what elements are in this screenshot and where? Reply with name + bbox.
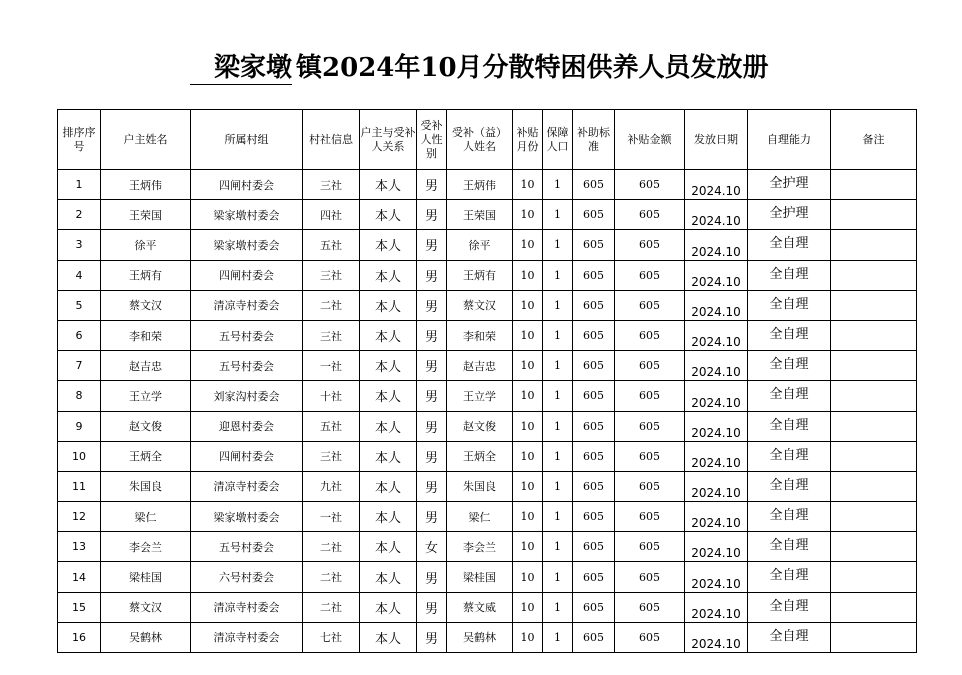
cell-subsidy-standard: 605	[573, 441, 615, 471]
cell-remarks	[831, 381, 917, 411]
cell-recipient-name: 梁桂国	[447, 562, 513, 592]
cell-subsidy-standard: 605	[573, 170, 615, 200]
cell-subsidy-amount: 605	[615, 381, 685, 411]
header-covered-persons: 保障人口	[543, 110, 573, 170]
title-town-name: 梁家墩	[190, 52, 292, 85]
cell-serial: 13	[58, 532, 101, 562]
cell-subsidy-month: 10	[513, 320, 543, 350]
cell-gender: 男	[417, 351, 447, 381]
cell-village-group: 迎恩村委会	[191, 411, 303, 441]
table-row	[58, 381, 917, 411]
cell-remarks	[831, 411, 917, 441]
cell-recipient-name: 徐平	[447, 230, 513, 260]
cell-community-info: 四社	[303, 200, 360, 230]
cell-village-group: 梁家墩村委会	[191, 502, 303, 532]
cell-subsidy-month: 10	[513, 471, 543, 501]
cell-covered-persons: 1	[543, 622, 573, 652]
cell-self-care-ability: 全自理	[748, 622, 831, 652]
cell-subsidy-month: 10	[513, 170, 543, 200]
cell-community-info: 二社	[303, 562, 360, 592]
cell-relationship: 本人	[360, 441, 417, 471]
table-row	[58, 351, 917, 381]
header-subsidy-amount: 补贴金额	[615, 110, 685, 170]
cell-remarks	[831, 502, 917, 532]
header-serial: 排序序号	[58, 110, 101, 170]
table-row	[58, 411, 917, 441]
cell-subsidy-standard: 605	[573, 230, 615, 260]
header-subsidy-month: 补贴月份	[513, 110, 543, 170]
cell-remarks	[831, 320, 917, 350]
cell-subsidy-month: 10	[513, 441, 543, 471]
cell-self-care-ability: 全护理	[748, 170, 831, 200]
cell-serial: 12	[58, 502, 101, 532]
table-row	[58, 471, 917, 501]
cell-subsidy-standard: 605	[573, 200, 615, 230]
cell-self-care-ability: 全自理	[748, 351, 831, 381]
cell-household-head: 赵吉忠	[101, 351, 191, 381]
cell-subsidy-amount: 605	[615, 532, 685, 562]
cell-village-group: 五号村委会	[191, 532, 303, 562]
cell-subsidy-standard: 605	[573, 351, 615, 381]
cell-recipient-name: 蔡文汉	[447, 290, 513, 320]
cell-self-care-ability: 全自理	[748, 532, 831, 562]
cell-recipient-name: 王荣国	[447, 200, 513, 230]
cell-self-care-ability: 全自理	[748, 381, 831, 411]
cell-relationship: 本人	[360, 351, 417, 381]
cell-household-head: 赵文俊	[101, 411, 191, 441]
cell-issue-date: 2024.10	[685, 230, 748, 260]
header-village-group: 所属村组	[191, 110, 303, 170]
cell-issue-date: 2024.10	[685, 411, 748, 441]
cell-subsidy-amount: 605	[615, 320, 685, 350]
cell-issue-date: 2024.10	[685, 381, 748, 411]
cell-remarks	[831, 471, 917, 501]
document-title	[190, 50, 769, 86]
cell-serial: 9	[58, 411, 101, 441]
cell-issue-date: 2024.10	[685, 471, 748, 501]
cell-gender: 男	[417, 411, 447, 441]
cell-household-head: 王炳全	[101, 441, 191, 471]
cell-covered-persons: 1	[543, 230, 573, 260]
cell-village-group: 清凉寺村委会	[191, 592, 303, 622]
cell-recipient-name: 李和荣	[447, 320, 513, 350]
cell-village-group: 六号村委会	[191, 562, 303, 592]
cell-remarks	[831, 351, 917, 381]
table-row	[58, 320, 917, 350]
cell-self-care-ability: 全自理	[748, 592, 831, 622]
cell-village-group: 刘家沟村委会	[191, 381, 303, 411]
cell-covered-persons: 1	[543, 381, 573, 411]
cell-community-info: 三社	[303, 260, 360, 290]
cell-subsidy-amount: 605	[615, 260, 685, 290]
cell-community-info: 五社	[303, 411, 360, 441]
cell-subsidy-standard: 605	[573, 290, 615, 320]
cell-subsidy-month: 10	[513, 290, 543, 320]
cell-subsidy-standard: 605	[573, 381, 615, 411]
table-row	[58, 170, 917, 200]
cell-relationship: 本人	[360, 532, 417, 562]
cell-serial: 10	[58, 441, 101, 471]
cell-recipient-name: 王炳全	[447, 441, 513, 471]
cell-self-care-ability: 全自理	[748, 260, 831, 290]
cell-recipient-name: 梁仁	[447, 502, 513, 532]
cell-covered-persons: 1	[543, 592, 573, 622]
table-row	[58, 260, 917, 290]
cell-relationship: 本人	[360, 170, 417, 200]
cell-household-head: 王荣国	[101, 200, 191, 230]
cell-subsidy-amount: 605	[615, 622, 685, 652]
cell-village-group: 清凉寺村委会	[191, 290, 303, 320]
cell-village-group: 梁家墩村委会	[191, 230, 303, 260]
cell-issue-date: 2024.10	[685, 320, 748, 350]
cell-gender: 男	[417, 502, 447, 532]
cell-recipient-name: 李会兰	[447, 532, 513, 562]
cell-village-group: 四闸村委会	[191, 441, 303, 471]
cell-subsidy-month: 10	[513, 411, 543, 441]
cell-community-info: 九社	[303, 471, 360, 501]
cell-self-care-ability: 全自理	[748, 562, 831, 592]
cell-subsidy-standard: 605	[573, 622, 615, 652]
cell-village-group: 梁家墩村委会	[191, 200, 303, 230]
cell-subsidy-amount: 605	[615, 441, 685, 471]
cell-community-info: 三社	[303, 170, 360, 200]
cell-gender: 男	[417, 320, 447, 350]
cell-relationship: 本人	[360, 320, 417, 350]
cell-subsidy-amount: 605	[615, 290, 685, 320]
cell-serial: 4	[58, 260, 101, 290]
header-subsidy-standard: 补助标准	[573, 110, 615, 170]
cell-subsidy-month: 10	[513, 351, 543, 381]
table-row	[58, 502, 917, 532]
cell-subsidy-standard: 605	[573, 411, 615, 441]
table-row	[58, 562, 917, 592]
header-gender: 受补人性别	[417, 110, 447, 170]
cell-issue-date: 2024.10	[685, 351, 748, 381]
cell-remarks	[831, 622, 917, 652]
cell-relationship: 本人	[360, 562, 417, 592]
distribution-table	[57, 109, 917, 653]
cell-issue-date: 2024.10	[685, 592, 748, 622]
cell-subsidy-month: 10	[513, 230, 543, 260]
cell-covered-persons: 1	[543, 411, 573, 441]
cell-recipient-name: 朱国良	[447, 471, 513, 501]
cell-remarks	[831, 441, 917, 471]
cell-recipient-name: 吴鹤林	[447, 622, 513, 652]
cell-self-care-ability: 全护理	[748, 200, 831, 230]
cell-subsidy-amount: 605	[615, 351, 685, 381]
cell-serial: 2	[58, 200, 101, 230]
table-row	[58, 200, 917, 230]
cell-covered-persons: 1	[543, 471, 573, 501]
header-community-info: 村社信息	[303, 110, 360, 170]
cell-gender: 男	[417, 170, 447, 200]
cell-village-group: 五号村委会	[191, 320, 303, 350]
header-remarks: 备注	[831, 110, 917, 170]
cell-relationship: 本人	[360, 502, 417, 532]
title-text: 镇2024年10月分散特困供养人员发放册	[296, 53, 769, 83]
cell-household-head: 徐平	[101, 230, 191, 260]
cell-gender: 男	[417, 441, 447, 471]
cell-self-care-ability: 全自理	[748, 502, 831, 532]
header-self-care-ability: 自理能力	[748, 110, 831, 170]
cell-household-head: 李会兰	[101, 532, 191, 562]
cell-relationship: 本人	[360, 411, 417, 441]
cell-subsidy-amount: 605	[615, 592, 685, 622]
cell-household-head: 梁桂国	[101, 562, 191, 592]
cell-issue-date: 2024.10	[685, 562, 748, 592]
cell-household-head: 王立学	[101, 381, 191, 411]
cell-self-care-ability: 全自理	[748, 441, 831, 471]
cell-serial: 8	[58, 381, 101, 411]
cell-community-info: 二社	[303, 290, 360, 320]
cell-issue-date: 2024.10	[685, 200, 748, 230]
cell-remarks	[831, 562, 917, 592]
cell-community-info: 十社	[303, 381, 360, 411]
cell-community-info: 七社	[303, 622, 360, 652]
cell-recipient-name: 赵文俊	[447, 411, 513, 441]
cell-self-care-ability: 全自理	[748, 320, 831, 350]
cell-subsidy-amount: 605	[615, 200, 685, 230]
cell-subsidy-month: 10	[513, 562, 543, 592]
cell-community-info: 三社	[303, 320, 360, 350]
cell-relationship: 本人	[360, 200, 417, 230]
cell-remarks	[831, 532, 917, 562]
cell-self-care-ability: 全自理	[748, 290, 831, 320]
cell-issue-date: 2024.10	[685, 290, 748, 320]
cell-relationship: 本人	[360, 381, 417, 411]
cell-covered-persons: 1	[543, 320, 573, 350]
cell-gender: 男	[417, 592, 447, 622]
cell-serial: 6	[58, 320, 101, 350]
cell-self-care-ability: 全自理	[748, 471, 831, 501]
cell-serial: 15	[58, 592, 101, 622]
cell-serial: 11	[58, 471, 101, 501]
cell-household-head: 蔡文汉	[101, 290, 191, 320]
cell-covered-persons: 1	[543, 441, 573, 471]
table-row	[58, 622, 917, 652]
cell-subsidy-month: 10	[513, 260, 543, 290]
cell-community-info: 二社	[303, 592, 360, 622]
cell-community-info: 一社	[303, 502, 360, 532]
cell-household-head: 王炳有	[101, 260, 191, 290]
cell-community-info: 三社	[303, 441, 360, 471]
cell-subsidy-amount: 605	[615, 230, 685, 260]
cell-subsidy-standard: 605	[573, 502, 615, 532]
cell-household-head: 梁仁	[101, 502, 191, 532]
cell-issue-date: 2024.10	[685, 532, 748, 562]
cell-self-care-ability: 全自理	[748, 230, 831, 260]
cell-gender: 男	[417, 260, 447, 290]
cell-serial: 1	[58, 170, 101, 200]
cell-subsidy-standard: 605	[573, 562, 615, 592]
cell-village-group: 清凉寺村委会	[191, 622, 303, 652]
cell-recipient-name: 王炳有	[447, 260, 513, 290]
cell-covered-persons: 1	[543, 260, 573, 290]
cell-remarks	[831, 200, 917, 230]
cell-community-info: 五社	[303, 230, 360, 260]
cell-subsidy-month: 10	[513, 381, 543, 411]
cell-gender: 男	[417, 290, 447, 320]
cell-relationship: 本人	[360, 471, 417, 501]
cell-relationship: 本人	[360, 290, 417, 320]
header-relationship: 户主与受补人关系	[360, 110, 417, 170]
cell-gender: 男	[417, 381, 447, 411]
table-row	[58, 290, 917, 320]
cell-household-head: 蔡文汉	[101, 592, 191, 622]
header-household-head: 户主姓名	[101, 110, 191, 170]
cell-household-head: 李和荣	[101, 320, 191, 350]
cell-covered-persons: 1	[543, 502, 573, 532]
cell-subsidy-standard: 605	[573, 320, 615, 350]
table-row	[58, 441, 917, 471]
cell-gender: 男	[417, 230, 447, 260]
table-header-row	[58, 110, 917, 170]
table-body	[58, 170, 917, 653]
cell-relationship: 本人	[360, 230, 417, 260]
cell-issue-date: 2024.10	[685, 502, 748, 532]
cell-covered-persons: 1	[543, 290, 573, 320]
header-recipient-name: 受补（益）人姓名	[447, 110, 513, 170]
cell-issue-date: 2024.10	[685, 170, 748, 200]
cell-covered-persons: 1	[543, 351, 573, 381]
cell-gender: 男	[417, 200, 447, 230]
cell-issue-date: 2024.10	[685, 622, 748, 652]
cell-issue-date: 2024.10	[685, 441, 748, 471]
cell-covered-persons: 1	[543, 562, 573, 592]
cell-remarks	[831, 170, 917, 200]
cell-village-group: 四闸村委会	[191, 170, 303, 200]
cell-issue-date: 2024.10	[685, 260, 748, 290]
cell-subsidy-amount: 605	[615, 170, 685, 200]
cell-recipient-name: 赵吉忠	[447, 351, 513, 381]
cell-serial: 16	[58, 622, 101, 652]
cell-village-group: 五号村委会	[191, 351, 303, 381]
cell-remarks	[831, 230, 917, 260]
cell-recipient-name: 王立学	[447, 381, 513, 411]
cell-recipient-name: 蔡文威	[447, 592, 513, 622]
cell-gender: 男	[417, 471, 447, 501]
table-row	[58, 592, 917, 622]
cell-recipient-name: 王炳伟	[447, 170, 513, 200]
cell-village-group: 清凉寺村委会	[191, 471, 303, 501]
cell-subsidy-month: 10	[513, 592, 543, 622]
cell-covered-persons: 1	[543, 200, 573, 230]
cell-subsidy-month: 10	[513, 622, 543, 652]
header-issue-date: 发放日期	[685, 110, 748, 170]
cell-remarks	[831, 260, 917, 290]
cell-remarks	[831, 290, 917, 320]
cell-subsidy-month: 10	[513, 532, 543, 562]
cell-subsidy-month: 10	[513, 200, 543, 230]
cell-subsidy-amount: 605	[615, 562, 685, 592]
cell-subsidy-amount: 605	[615, 411, 685, 441]
cell-subsidy-standard: 605	[573, 532, 615, 562]
table-row	[58, 230, 917, 260]
cell-relationship: 本人	[360, 622, 417, 652]
cell-covered-persons: 1	[543, 532, 573, 562]
cell-subsidy-standard: 605	[573, 471, 615, 501]
table-row	[58, 532, 917, 562]
cell-subsidy-standard: 605	[573, 260, 615, 290]
cell-community-info: 一社	[303, 351, 360, 381]
cell-household-head: 王炳伟	[101, 170, 191, 200]
cell-subsidy-standard: 605	[573, 592, 615, 622]
cell-gender: 男	[417, 622, 447, 652]
cell-self-care-ability: 全自理	[748, 411, 831, 441]
cell-serial: 5	[58, 290, 101, 320]
cell-household-head: 朱国良	[101, 471, 191, 501]
cell-community-info: 二社	[303, 532, 360, 562]
cell-remarks	[831, 592, 917, 622]
cell-serial: 14	[58, 562, 101, 592]
cell-household-head: 吴鹤林	[101, 622, 191, 652]
cell-subsidy-amount: 605	[615, 502, 685, 532]
cell-subsidy-month: 10	[513, 502, 543, 532]
cell-serial: 3	[58, 230, 101, 260]
cell-subsidy-amount: 605	[615, 471, 685, 501]
cell-village-group: 四闸村委会	[191, 260, 303, 290]
cell-serial: 7	[58, 351, 101, 381]
cell-gender: 男	[417, 562, 447, 592]
cell-gender: 女	[417, 532, 447, 562]
cell-covered-persons: 1	[543, 170, 573, 200]
cell-relationship: 本人	[360, 592, 417, 622]
cell-relationship: 本人	[360, 260, 417, 290]
